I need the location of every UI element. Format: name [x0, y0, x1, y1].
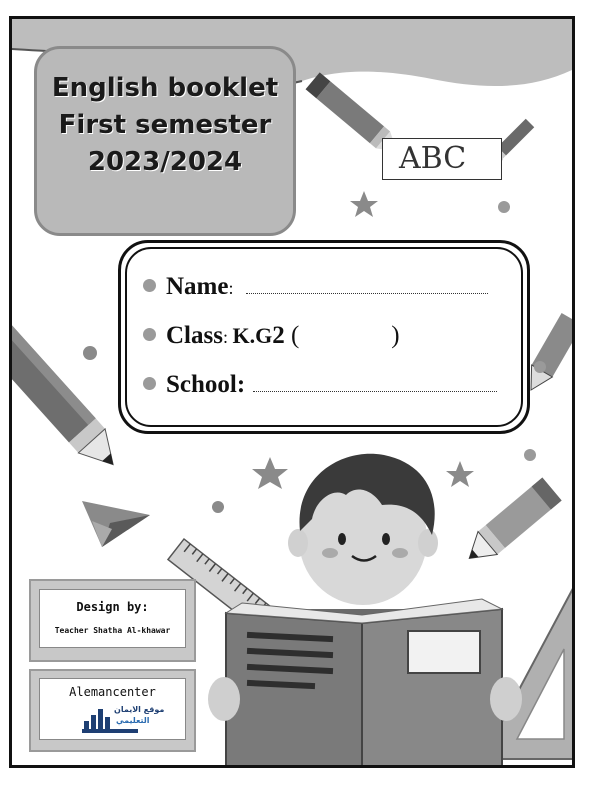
publisher-name: Alemancenter [69, 685, 156, 699]
name-field[interactable] [246, 293, 488, 294]
boy-reading-illustration [208, 454, 522, 768]
dot-icon [212, 501, 224, 513]
school-row [143, 371, 497, 399]
publisher-inner [39, 678, 186, 740]
publisher-card [29, 669, 196, 752]
class-paren-open: ( [290, 322, 300, 349]
semester-title: First semester [58, 110, 272, 140]
dot-icon [498, 201, 510, 213]
class-label: Class [166, 322, 223, 349]
logo-arabic-line1: موقع الايمان [114, 705, 165, 714]
dot-icon [524, 449, 536, 461]
class-row [143, 322, 400, 350]
bullet-icon [143, 279, 156, 292]
bullet-icon [143, 377, 156, 390]
abc-box: ABC [382, 138, 502, 180]
student-info-box [118, 240, 530, 434]
name-label: Name [166, 273, 229, 300]
dot-icon [83, 346, 97, 360]
star-icon [446, 461, 474, 487]
designer-name: Teacher Shatha Al-khawar [54, 626, 171, 635]
design-credit-inner [39, 589, 186, 648]
page-frame [9, 16, 575, 768]
school-field[interactable] [253, 391, 497, 392]
publisher-logo [40, 699, 185, 739]
booklet-title: English booklet [51, 73, 279, 103]
paper-plane-icon [82, 501, 150, 547]
star-icon [252, 457, 288, 489]
design-by-heading: Design by: [76, 600, 149, 614]
star-icon [350, 191, 378, 217]
name-colon: : [228, 278, 234, 298]
name-row [143, 273, 488, 301]
pencil-left-icon [12, 307, 127, 477]
class-paren-close: ) [391, 322, 400, 349]
bullet-icon [143, 328, 156, 341]
dot-icon [534, 361, 546, 373]
school-label: School: [166, 371, 246, 398]
logo-arabic-line2: التعليمي [116, 716, 150, 725]
title-card [34, 46, 296, 236]
design-credit-card [29, 579, 196, 662]
class-number: 2 [272, 322, 285, 349]
pencil-right-icon [460, 478, 562, 570]
logo-underline [82, 729, 138, 733]
class-colon: : [222, 327, 233, 347]
class-level: K.G [232, 323, 273, 348]
school-year: 2023/2024 [87, 147, 243, 177]
